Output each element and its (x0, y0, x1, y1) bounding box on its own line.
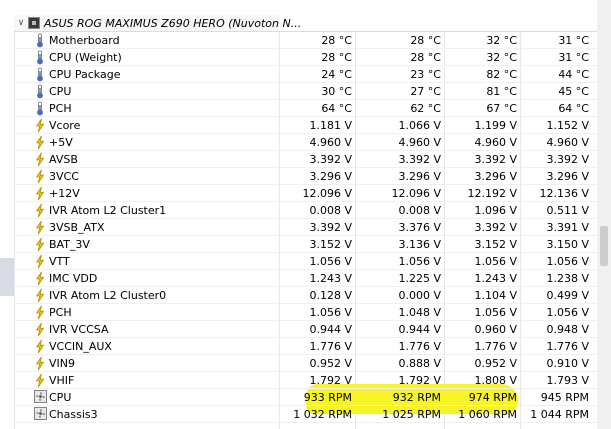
current-value: 28 °C (321, 34, 352, 47)
current-value: 1.792 V (309, 374, 352, 387)
maximum-value: 1.199 V (474, 119, 517, 132)
maximum-value: 67 °C (486, 102, 517, 115)
sensor-label: VHIF (49, 374, 75, 387)
thermometer-icon (34, 84, 46, 99)
lightning-icon (34, 152, 46, 167)
sensor-label: IVR VCCSA (49, 323, 109, 336)
sensor-label: BAT_3V (49, 238, 90, 251)
current-value: 24 °C (321, 68, 352, 81)
average-value: 1.056 V (546, 306, 589, 319)
sensor-row[interactable] (14, 83, 597, 100)
collapse-chevron-icon[interactable]: ∨ (17, 18, 25, 28)
average-value: 45 °C (558, 85, 589, 98)
thermometer-icon (34, 67, 46, 82)
maximum-value: 32 °C (486, 51, 517, 64)
maximum-value: 12.192 V (467, 187, 517, 200)
device-name: ASUS ROG MAXIMUS Z690 HERO (Nuvoton N... (44, 17, 302, 30)
maximum-value: 1.243 V (474, 272, 517, 285)
sensor-label: 3VSB_ATX (49, 221, 105, 234)
minimum-value: 0.000 V (398, 289, 441, 302)
maximum-value: 32 °C (486, 34, 517, 47)
sensor-row[interactable] (14, 49, 597, 66)
sensor-label: IMC VDD (49, 272, 98, 285)
thermometer-icon (34, 50, 46, 65)
lightning-icon (34, 356, 46, 371)
fan-icon (34, 390, 46, 405)
minimum-value: 1.056 V (398, 255, 441, 268)
average-value: 3.150 V (546, 238, 589, 251)
left-pane-selection (0, 258, 14, 296)
minimum-value: 0.888 V (398, 357, 441, 370)
minimum-value: 0.008 V (398, 204, 441, 217)
current-value: 30 °C (321, 85, 352, 98)
sensor-row[interactable] (14, 117, 597, 134)
current-value: 64 °C (321, 102, 352, 115)
minimum-value: 3.392 V (398, 153, 441, 166)
sensor-row[interactable] (14, 236, 597, 253)
sensor-label: VTT (49, 255, 70, 268)
minimum-value: 1.792 V (398, 374, 441, 387)
current-value: 0.944 V (309, 323, 352, 336)
minimum-value: 3.296 V (398, 170, 441, 183)
current-value: 28 °C (321, 51, 352, 64)
maximum-value: 1.808 V (474, 374, 517, 387)
sensor-label: CPU Package (49, 68, 121, 81)
average-value: 0.948 V (546, 323, 589, 336)
average-value: 31 °C (558, 51, 589, 64)
lightning-icon (34, 322, 46, 337)
chip-icon (28, 17, 40, 29)
average-value: 1.056 V (546, 255, 589, 268)
thermometer-icon (34, 33, 46, 48)
table-top-strip (14, 0, 597, 15)
maximum-value: 3.152 V (474, 238, 517, 251)
sensor-row[interactable] (14, 321, 597, 338)
maximum-value: 1.056 V (474, 255, 517, 268)
sensor-row[interactable] (14, 219, 597, 236)
maximum-value: 3.392 V (474, 221, 517, 234)
current-value: 1.056 V (309, 306, 352, 319)
minimum-value: 1.066 V (398, 119, 441, 132)
lightning-icon (34, 186, 46, 201)
sensor-label: 3VCC (49, 170, 79, 183)
sensor-label: +5V (49, 136, 73, 149)
sensor-label: IVR Atom L2 Cluster1 (49, 204, 167, 217)
left-pane-edge (0, 0, 15, 429)
sensor-row[interactable] (14, 270, 597, 287)
sensor-row[interactable] (14, 202, 597, 219)
current-value: 3.392 V (309, 153, 352, 166)
average-value: 31 °C (558, 34, 589, 47)
minimum-value: 23 °C (410, 68, 441, 81)
sensor-label: IVR Atom L2 Cluster0 (49, 289, 167, 302)
lightning-icon (34, 135, 46, 150)
sensor-row[interactable] (14, 287, 597, 304)
scrollbar-thumb[interactable] (600, 226, 608, 266)
lightning-icon (34, 169, 46, 184)
lightning-icon (34, 373, 46, 388)
sensor-row[interactable] (14, 168, 597, 185)
lightning-icon (34, 203, 46, 218)
maximum-value: 1.056 V (474, 306, 517, 319)
lightning-icon (34, 305, 46, 320)
current-value: 1.243 V (309, 272, 352, 285)
current-value: 3.392 V (309, 221, 352, 234)
average-value: 3.296 V (546, 170, 589, 183)
current-value: 0.008 V (309, 204, 352, 217)
current-value: 1 032 RPM (293, 408, 352, 421)
current-value: 933 RPM (303, 391, 352, 404)
maximum-value: 0.952 V (474, 357, 517, 370)
current-value: 4.960 V (309, 136, 352, 149)
average-value: 3.392 V (546, 153, 589, 166)
sensor-label: PCH (49, 102, 72, 115)
maximum-value: 974 RPM (468, 391, 517, 404)
sensor-label: CPU (Weight) (49, 51, 122, 64)
sensor-label: AVSB (49, 153, 78, 166)
sensor-row[interactable] (14, 151, 597, 168)
minimum-value: 1.776 V (398, 340, 441, 353)
sensor-label: PCH (49, 306, 72, 319)
average-value: 1.152 V (546, 119, 589, 132)
current-value: 3.152 V (309, 238, 352, 251)
sensor-row[interactable] (14, 355, 597, 372)
device-header-row[interactable] (14, 15, 597, 32)
lightning-icon (34, 271, 46, 286)
sensor-label: VCCIN_AUX (49, 340, 112, 353)
maximum-value: 0.960 V (474, 323, 517, 336)
sensor-row[interactable] (14, 406, 597, 423)
sensor-row[interactable] (14, 185, 597, 202)
minimum-value: 3.376 V (398, 221, 441, 234)
average-value: 0.511 V (546, 204, 589, 217)
average-value: 1.776 V (546, 340, 589, 353)
minimum-value: 0.944 V (398, 323, 441, 336)
sensor-label: Chassis3 (49, 408, 98, 421)
thermometer-icon (34, 101, 46, 116)
minimum-value: 1.048 V (398, 306, 441, 319)
sensor-table (14, 15, 597, 429)
lightning-icon (34, 220, 46, 235)
minimum-value: 1.225 V (398, 272, 441, 285)
sensor-label: Vcore (49, 119, 81, 132)
sensor-label: CPU (49, 391, 72, 404)
average-value: 64 °C (558, 102, 589, 115)
maximum-value: 1.776 V (474, 340, 517, 353)
lightning-icon (34, 339, 46, 354)
current-value: 1.776 V (309, 340, 352, 353)
minimum-value: 4.960 V (398, 136, 441, 149)
sensor-row[interactable] (14, 304, 597, 321)
maximum-value: 1 060 RPM (458, 408, 517, 421)
sensor-label: CPU (49, 85, 72, 98)
maximum-value: 3.392 V (474, 153, 517, 166)
sensor-row[interactable] (14, 372, 597, 389)
minimum-value: 27 °C (410, 85, 441, 98)
minimum-value: 932 RPM (392, 391, 441, 404)
minimum-value: 62 °C (410, 102, 441, 115)
minimum-value: 1 025 RPM (382, 408, 441, 421)
sensor-row[interactable] (14, 32, 597, 49)
sensor-label: +12V (49, 187, 80, 200)
minimum-value: 3.136 V (398, 238, 441, 251)
vertical-scrollbar[interactable] (597, 0, 611, 429)
average-value: 44 °C (558, 68, 589, 81)
average-value: 12.136 V (539, 187, 589, 200)
sensor-row[interactable] (14, 338, 597, 355)
fan-icon (34, 407, 46, 422)
maximum-value: 81 °C (486, 85, 517, 98)
minimum-value: 12.096 V (391, 187, 441, 200)
maximum-value: 1.096 V (474, 204, 517, 217)
average-value: 3.391 V (546, 221, 589, 234)
sensor-label: Motherboard (49, 34, 120, 47)
sensor-row[interactable] (14, 66, 597, 83)
average-value: 0.910 V (546, 357, 589, 370)
lightning-icon (34, 254, 46, 269)
current-value: 0.128 V (309, 289, 352, 302)
maximum-value: 82 °C (486, 68, 517, 81)
current-value: 1.056 V (309, 255, 352, 268)
current-value: 3.296 V (309, 170, 352, 183)
average-value: 1 044 RPM (530, 408, 589, 421)
average-value: 4.960 V (546, 136, 589, 149)
minimum-value: 28 °C (410, 34, 441, 47)
sensor-label: VIN9 (49, 357, 75, 370)
sensor-row[interactable] (14, 134, 597, 151)
lightning-icon (34, 237, 46, 252)
sensor-row[interactable] (14, 389, 597, 406)
maximum-value: 3.296 V (474, 170, 517, 183)
lightning-icon (34, 118, 46, 133)
current-value: 12.096 V (302, 187, 352, 200)
current-value: 1.181 V (309, 119, 352, 132)
sensor-row[interactable] (14, 100, 597, 117)
minimum-value: 28 °C (410, 51, 441, 64)
lightning-icon (34, 288, 46, 303)
average-value: 0.499 V (546, 289, 589, 302)
maximum-value: 4.960 V (474, 136, 517, 149)
average-value: 1.793 V (546, 374, 589, 387)
current-value: 0.952 V (309, 357, 352, 370)
average-value: 945 RPM (540, 391, 589, 404)
sensor-row[interactable] (14, 253, 597, 270)
maximum-value: 1.104 V (474, 289, 517, 302)
average-value: 1.238 V (546, 272, 589, 285)
